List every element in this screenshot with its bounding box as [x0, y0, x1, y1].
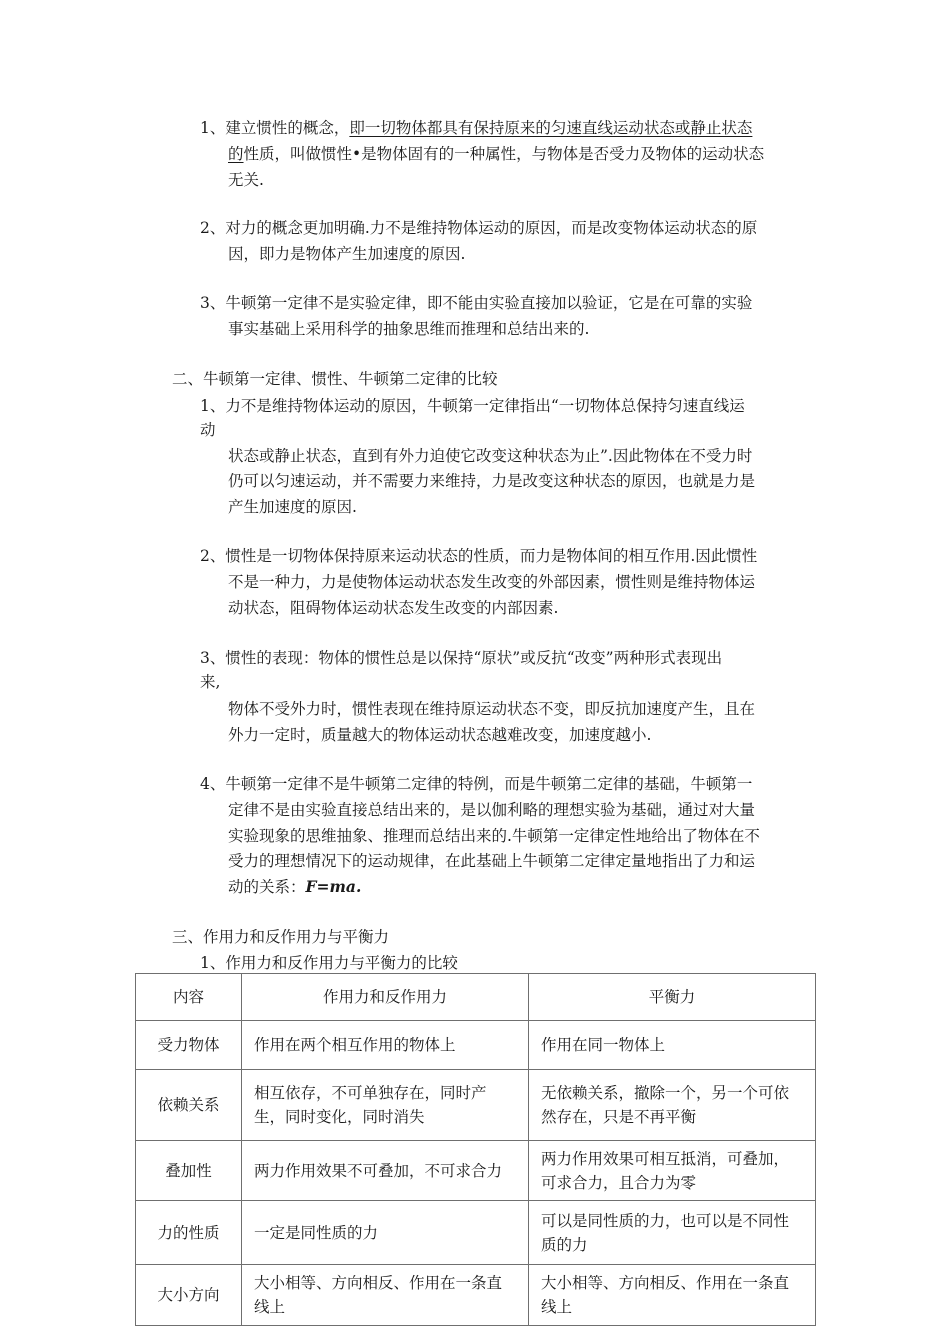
item-2-line-1 — [200, 218, 757, 238]
s2-item-4-line-5 — [228, 877, 361, 897]
s2-item-1-line-3: 状态或静止状态，直到有外力迫使它改变这种状态为止”.因此物体在不受力时 — [228, 447, 753, 465]
table-cell: 可以是同性质的力，也可以是不同性质的力 — [529, 1201, 816, 1265]
s2-item-4-line-4: 受力的理想情况下的运动规律，在此基础上牛顿第二定律定量地指出了力和运 — [228, 852, 756, 870]
table-cell: 作用在两个相互作用的物体上 — [242, 1021, 529, 1070]
table-cell: 作用在同一物体上 — [529, 1021, 816, 1070]
header-cell: 内容 — [136, 974, 242, 1021]
table-cell: 两力作用效果可相互抵消，可叠加，可求合力，且合力为零 — [529, 1141, 816, 1201]
s2-item-3-line-1 — [200, 648, 722, 668]
s2-item-4-line-3: 实验现象的思维抽象、推理而总结出来的.牛顿第一定律定性地给出了物体在不 — [228, 827, 760, 845]
table-cell: 大小相等、方向相反、作用在一条直线上 — [242, 1265, 529, 1326]
s2-item-4-line-2: 定律不是由实验直接总结出来的，是以伽利略的理想实验为基础，通过对大量 — [228, 801, 756, 819]
item-number: 3、 — [200, 649, 226, 667]
text: 性质，叫做惯性•是物体固有的一种属性，与物体是否受力及物体的运动状态 — [243, 145, 765, 163]
underlined-text: 即一切物体都具有保持原来的匀速直线运动状态或静止状态 — [349, 119, 753, 137]
header-cell: 平衡力 — [529, 974, 816, 1021]
s2-item-1-line-4: 仍可以匀速运动，并不需要力来维持，力是改变这种状态的原因，也就是力是 — [228, 472, 756, 490]
row-label: 叠加性 — [136, 1141, 242, 1201]
table-row — [136, 1265, 816, 1326]
text: 动的关系： — [228, 878, 306, 896]
comparison-table — [135, 973, 816, 1326]
table-cell: 一定是同性质的力 — [242, 1201, 529, 1265]
text: 惯性的表现：物体的惯性总是以保持“原状”或反抗“改变”两种形式表现出 — [225, 649, 723, 667]
item-1-line-2 — [228, 144, 764, 164]
s2-item-2-line-3: 动状态，阻碍物体运动状态发生改变的内部因素. — [228, 599, 559, 617]
table-header-row — [136, 974, 816, 1021]
table-row — [136, 1141, 816, 1201]
underlined-text: 的 — [228, 145, 244, 163]
row-label: 力的性质 — [136, 1201, 242, 1265]
section-3-heading: 三、作用力和反作用力与平衡力 — [172, 928, 390, 946]
item-3-line-1 — [200, 293, 752, 313]
item-number: 3、 — [200, 294, 226, 312]
text: 惯性是一切物体保持原来运动状态的性质，而力是物体间的相互作用.因此惯性 — [225, 547, 758, 565]
text: 牛顿第一定律不是牛顿第二定律的特例，而是牛顿第二定律的基础，牛顿第一 — [225, 775, 753, 793]
section-2-heading: 二、牛顿第一定律、惯性、牛顿第二定律的比较 — [172, 370, 498, 388]
s2-item-4-line-1 — [200, 774, 752, 794]
s2-item-3-line-4: 外力一定时，质量越大的物体运动状态越难改变，加速度越小. — [228, 726, 652, 744]
text: 力不是维持物体运动的原因，牛顿第一定律指出“一切物体总保持匀速直线运 — [225, 397, 745, 415]
item-number: 4、 — [200, 775, 226, 793]
item-1-line-3: 无关. — [228, 171, 264, 189]
table-caption: 1、作用力和反作用力与平衡力的比较 — [200, 954, 458, 972]
s2-item-1-line-5: 产生加速度的原因. — [228, 498, 357, 516]
formula: F=ma. — [305, 877, 362, 896]
item-1-line-1 — [200, 118, 752, 138]
row-label: 依赖关系 — [136, 1070, 242, 1141]
s2-item-2-line-2: 不是一种力，力是使物体运动状态发生改变的外部因素，惯性则是维持物体运 — [228, 573, 756, 591]
item-number: 1、 — [200, 397, 226, 415]
table-cell: 大小相等、方向相反、作用在一条直线上 — [529, 1265, 816, 1326]
table-row — [136, 1070, 816, 1141]
item-number: 2、 — [200, 219, 226, 237]
table-row — [136, 1201, 816, 1265]
s2-item-1-line-1 — [200, 396, 745, 416]
table-cell: 无依赖关系，撤除一个，另一个可依然存在，只是不再平衡 — [529, 1070, 816, 1141]
s2-item-3-line-2: 来, — [200, 673, 221, 691]
header-cell: 作用力和反作用力 — [242, 974, 529, 1021]
item-number: 2、 — [200, 547, 226, 565]
text: 建立惯性的概念， — [225, 119, 350, 137]
table-cell: 两力作用效果不可叠加，不可求合力 — [242, 1141, 529, 1201]
text: 牛顿第一定律不是实验定律，即不能由实验直接加以验证，它是在可靠的实验 — [225, 294, 753, 312]
table-row — [136, 1021, 816, 1070]
s2-item-1-line-2: 动 — [200, 421, 216, 439]
item-3-line-2: 事实基础上采用科学的抽象思维而推理和总结出来的. — [228, 320, 590, 338]
s2-item-2-line-1 — [200, 546, 757, 566]
row-label: 大小方向 — [136, 1265, 242, 1326]
text: 对力的概念更加明确.力不是维持物体运动的原因，而是改变物体运动状态的原 — [225, 219, 758, 237]
item-2-line-2: 因，即力是物体产生加速度的原因. — [228, 245, 466, 263]
table-cell: 相互依存，不可单独存在，同时产生，同时变化，同时消失 — [242, 1070, 529, 1141]
row-label: 受力物体 — [136, 1021, 242, 1070]
item-number: 1、 — [200, 119, 226, 137]
s2-item-3-line-3: 物体不受外力时，惯性表现在维持原运动状态不变，即反抗加速度产生，且在 — [228, 700, 756, 718]
